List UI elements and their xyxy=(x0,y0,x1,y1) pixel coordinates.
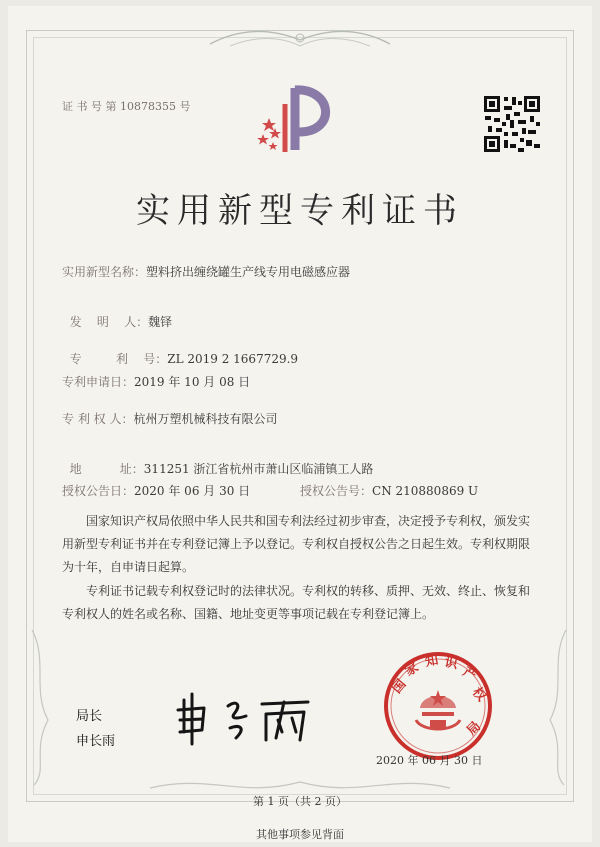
application-date-row xyxy=(62,373,250,390)
ornament-top xyxy=(200,26,400,52)
grant-date: 2020 年 06 月 30 日 xyxy=(134,484,251,498)
grant-date-row xyxy=(62,482,250,499)
utility-model-name: 塑料挤出缠绕罐生产线专用电磁感应器 xyxy=(146,265,351,279)
address-label: 地 址： xyxy=(69,462,144,476)
certificate-title: 实用新型专利证书 xyxy=(136,191,464,231)
director-name: 申长雨 xyxy=(76,734,116,749)
director-signature xyxy=(170,688,320,748)
grant-number-row xyxy=(300,482,478,499)
svg-text:国: 国 xyxy=(389,676,410,697)
patent-number-label: 专 利 号： xyxy=(69,352,168,366)
svg-text:知: 知 xyxy=(424,652,440,670)
paragraph-legal-status: 专利证书记载专利权登记时的法律状况。专利权的转移、质押、无效、终止、恢复和专利权人的姓名或名称、国籍、地址变更等事项记载在专利登记簿上。 xyxy=(62,584,531,621)
utility-model-name-label: 实用新型名称： xyxy=(62,265,147,279)
ornament-right xyxy=(540,620,570,790)
svg-text:产: 产 xyxy=(460,664,479,684)
paragraph-grant-statement: 国家知识产权局依照中华人民共和国专利法经过初步审查，决定授予专利权，颁发实用新型专利证书并在专利登记簿上予以登记。专利权自授权公告之日起生效。专利权期限为十年，自申请日起算。 xyxy=(62,514,531,574)
inventor-label: 发 明 人： xyxy=(69,315,149,329)
certificate-number: 证 书 号 第 10878355 号 xyxy=(62,100,191,113)
patent-number: ZL 2019 2 1667729.9 xyxy=(167,352,299,366)
address-row xyxy=(62,446,373,477)
application-date: 2019 年 10 月 08 日 xyxy=(134,375,251,389)
patentee: 杭州万塑机械科技有限公司 xyxy=(133,412,278,426)
grant-date-label: 授权公告日： xyxy=(62,484,135,498)
qr-code-icon xyxy=(482,94,542,154)
svg-text:权: 权 xyxy=(468,684,489,705)
application-date-label: 专利申请日： xyxy=(62,375,135,389)
patent-number-row xyxy=(62,336,298,367)
address: 311251 浙江省杭州市萧山区临浦镇工人路 xyxy=(143,462,374,476)
patentee-label: 专 利 权 人： xyxy=(62,412,134,426)
svg-text:识: 识 xyxy=(443,655,459,673)
seal-date: 2020 年 06 月 30 日 xyxy=(376,754,483,767)
patentee-row xyxy=(62,410,277,427)
utility-model-name-row xyxy=(62,263,350,280)
director-title: 局长 xyxy=(76,709,103,724)
page-indicator: 第 1 页（共 2 页） xyxy=(253,795,347,808)
inventor: 魏铎 xyxy=(148,315,173,329)
footer-note: 其他事项参见背面 xyxy=(256,828,344,841)
grant-number-label: 授权公告号： xyxy=(300,484,373,498)
svg-text:局: 局 xyxy=(464,719,485,739)
svg-text:家: 家 xyxy=(402,659,422,680)
official-seal-icon xyxy=(372,650,504,760)
grant-number: CN 210880869 U xyxy=(372,484,479,498)
inventor-row xyxy=(62,299,172,330)
ornament-left xyxy=(28,620,58,790)
patent-logo-icon xyxy=(255,80,345,160)
